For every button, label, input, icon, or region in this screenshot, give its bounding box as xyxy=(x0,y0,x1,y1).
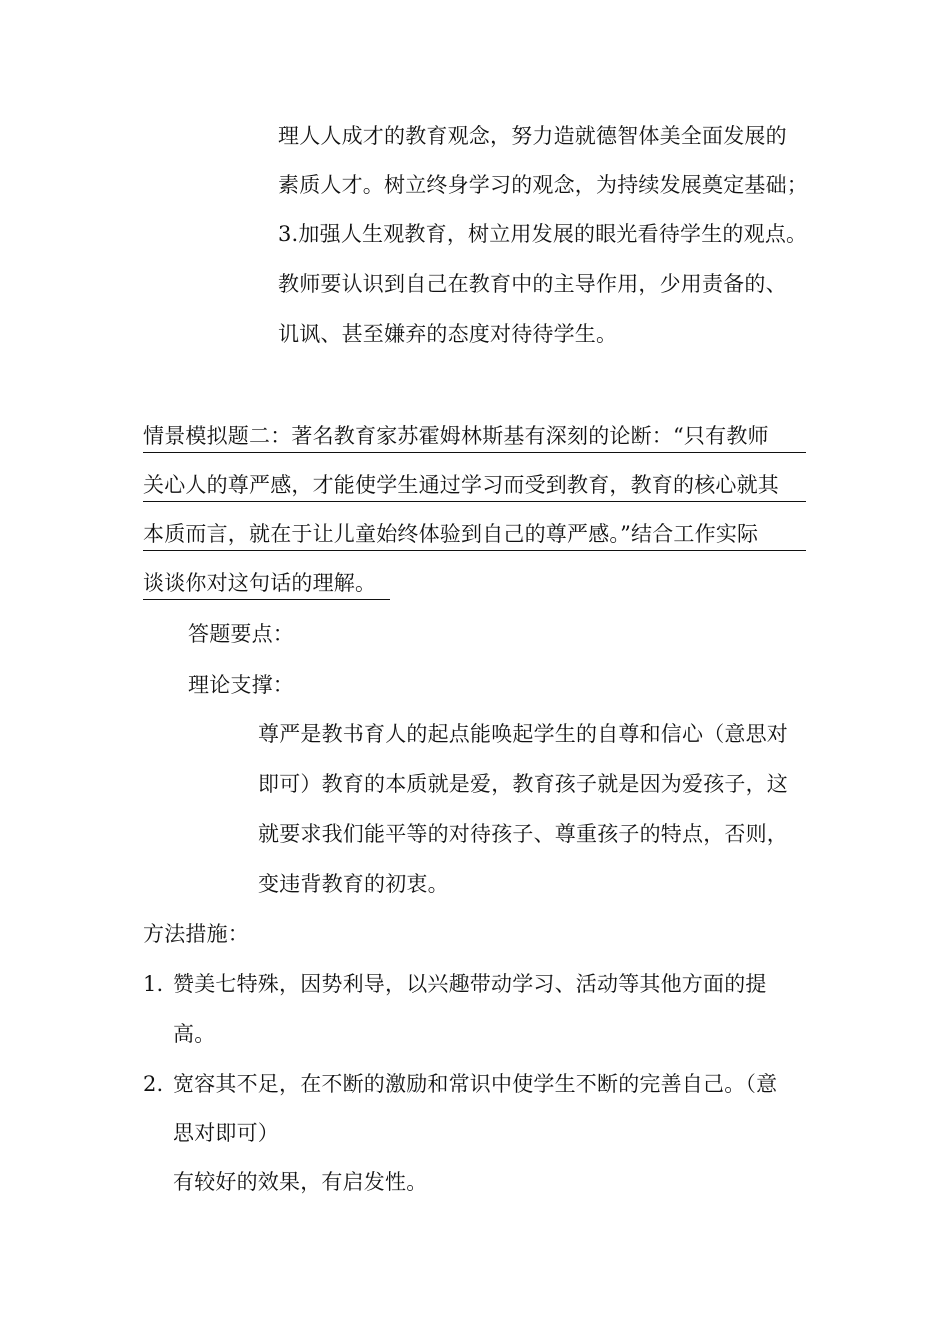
paragraph-line: 讥讽、甚至嫌弃的态度对待待学生。 xyxy=(278,322,618,346)
answer-heading: 答题要点： xyxy=(188,622,294,646)
method-number: 2. xyxy=(143,1072,164,1096)
paragraph-line: 3.加强人生观教育，树立用发展的眼光看待学生的观点。 xyxy=(278,222,808,246)
method-number: 1. xyxy=(143,972,164,996)
theory-line: 就要求我们能平等的对待孩子、尊重孩子的特点，否则， xyxy=(258,822,788,846)
paragraph-line: 素质人才。树立终身学习的观念，为持续发展奠定基础； xyxy=(278,173,808,197)
methods-heading: 方法措施： xyxy=(143,922,249,946)
paragraph-line: 理人人成才的教育观念，努力造就德智体美全面发展的 xyxy=(278,124,787,148)
theory-line: 即可）教育的本质就是爱，教育孩子就是因为爱孩子，这 xyxy=(258,772,788,796)
method-text: 思对即可） xyxy=(173,1121,279,1145)
question-line: 谈谈你对这句话的理解。 xyxy=(143,569,390,600)
theory-heading: 理论支撑： xyxy=(188,673,294,697)
theory-line: 尊严是教书育人的起点能唤起学生的自尊和信心（意思对 xyxy=(258,722,788,746)
theory-line: 变违背教育的初衷。 xyxy=(258,872,449,896)
method-text: 高。 xyxy=(173,1022,216,1046)
method-text: 宽容其不足，在不断的激励和常识中使学生不断的完善自己。（意 xyxy=(173,1072,778,1096)
method-text: 赞美七特殊，因势利导，以兴趣带动学习、活动等其他方面的提 xyxy=(173,972,767,996)
question-line: 关心人的尊严感，才能使学生通过学习而受到教育，教育的核心就其 xyxy=(143,471,806,502)
closing-text: 有较好的效果，有启发性。 xyxy=(173,1170,428,1194)
question-line: 情景模拟题二：著名教育家苏霍姆林斯基有深刻的论断：“只有教师 xyxy=(143,422,806,453)
question-line: 本质而言，就在于让儿童始终体验到自己的尊严感。”结合工作实际 xyxy=(143,520,806,551)
paragraph-line: 教师要认识到自己在教育中的主导作用，少用责备的、 xyxy=(278,272,787,296)
